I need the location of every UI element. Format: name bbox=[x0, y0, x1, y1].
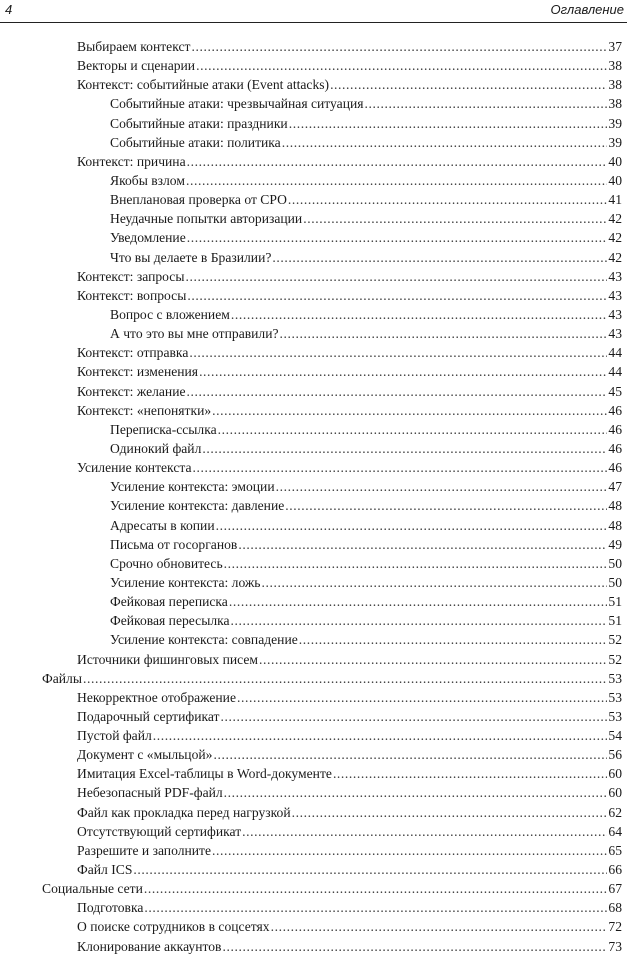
toc-entry-title: Фейковая пересылка bbox=[110, 613, 230, 629]
toc-entry-title: Контекст: «непонятки» bbox=[77, 402, 212, 418]
toc-entry-page: 67 bbox=[608, 881, 622, 897]
toc-entry[interactable] bbox=[0, 879, 627, 898]
toc-entry[interactable] bbox=[0, 94, 627, 113]
toc-dot-leader bbox=[285, 496, 607, 515]
toc-dot-leader bbox=[187, 152, 608, 171]
toc-dot-leader bbox=[365, 94, 608, 113]
toc-entry[interactable] bbox=[0, 860, 627, 879]
toc-entry-page: 53 bbox=[608, 689, 622, 705]
toc-dot-leader bbox=[212, 841, 607, 860]
toc-dot-leader bbox=[196, 56, 607, 75]
toc-entry-title: Документ с «мыльцой» bbox=[77, 747, 213, 763]
toc-entry-title: Якобы взлом bbox=[110, 172, 185, 188]
toc-entry-title: Переписка-ссылка bbox=[110, 421, 217, 437]
toc-dot-leader bbox=[242, 822, 607, 841]
toc-entry-title: О поиске сотрудников в соцсетях bbox=[77, 919, 270, 935]
toc-entry[interactable] bbox=[0, 228, 627, 247]
toc-entry[interactable] bbox=[0, 592, 627, 611]
toc-dot-leader bbox=[187, 382, 608, 401]
toc-entry-title: Источники фишинговых писем bbox=[77, 651, 258, 667]
toc-entry-page: 43 bbox=[608, 326, 622, 342]
toc-entry-page: 43 bbox=[608, 287, 622, 303]
toc-dot-leader bbox=[222, 937, 607, 956]
toc-dot-leader bbox=[189, 343, 607, 362]
toc-dot-leader bbox=[191, 37, 607, 56]
toc-entry-page: 39 bbox=[608, 134, 622, 150]
toc-entry[interactable] bbox=[0, 726, 627, 745]
header-title: Оглавление bbox=[550, 2, 624, 17]
toc-dot-leader bbox=[237, 688, 607, 707]
toc-dot-leader bbox=[187, 286, 607, 305]
toc-dot-leader bbox=[303, 209, 607, 228]
toc-entry-title: Событийные атаки: политика bbox=[110, 134, 281, 150]
toc-entry-title: Усиление контекста bbox=[77, 460, 192, 476]
toc-entry[interactable] bbox=[0, 248, 627, 267]
toc-dot-leader bbox=[144, 898, 607, 917]
toc-dot-leader bbox=[282, 133, 608, 152]
toc-entry-title: Файл ICS bbox=[77, 862, 133, 878]
toc-dot-leader bbox=[221, 707, 608, 726]
toc-dot-leader bbox=[229, 592, 608, 611]
toc-entry-page: 39 bbox=[608, 115, 622, 131]
toc-entry-title: Файл как прокладка перед нагрузкой bbox=[77, 804, 291, 820]
toc-entry[interactable] bbox=[0, 650, 627, 669]
toc-entry[interactable] bbox=[0, 324, 627, 343]
toc-dot-leader bbox=[212, 401, 607, 420]
toc-entry-title: Письма от госорганов bbox=[110, 536, 238, 552]
toc-entry-page: 40 bbox=[608, 172, 622, 188]
toc-entry-title: Контекст: событийные атаки (Event attacks) bbox=[77, 77, 330, 93]
toc-entry-title: Уведомление bbox=[110, 230, 186, 246]
toc-entry-page: 43 bbox=[608, 306, 622, 322]
toc-entry-title: Подготовка bbox=[77, 900, 144, 916]
toc-entry-title: Выбираем контекст bbox=[77, 39, 191, 54]
toc-entry[interactable] bbox=[0, 56, 627, 75]
toc-entry-page: 48 bbox=[608, 517, 622, 533]
toc-dot-leader bbox=[262, 573, 608, 592]
toc-entry[interactable] bbox=[0, 439, 627, 458]
toc-entry-page: 48 bbox=[608, 498, 622, 514]
toc-entry-title: Контекст: отправка bbox=[77, 345, 189, 361]
toc-entry[interactable] bbox=[0, 267, 627, 286]
toc-dot-leader bbox=[133, 860, 607, 879]
toc-dot-leader bbox=[330, 75, 607, 94]
toc-entry[interactable] bbox=[0, 286, 627, 305]
toc-entry[interactable] bbox=[0, 420, 627, 439]
toc-entry-title: Контекст: запросы bbox=[77, 268, 185, 284]
toc-dot-leader bbox=[289, 114, 608, 133]
toc-entry-page: 43 bbox=[608, 268, 622, 284]
toc-dot-leader bbox=[224, 783, 608, 802]
toc-entry-page: 42 bbox=[608, 230, 622, 246]
toc-entry-page: 50 bbox=[608, 555, 622, 571]
toc-entry-page: 38 bbox=[608, 77, 622, 93]
toc-dot-leader bbox=[238, 535, 607, 554]
toc-dot-leader bbox=[213, 745, 607, 764]
toc-entry-title: Срочно обновитесь bbox=[110, 555, 223, 571]
toc-dot-leader bbox=[231, 305, 608, 324]
toc-dot-leader bbox=[280, 324, 608, 343]
table-of-contents bbox=[0, 37, 627, 956]
toc-entry-page: 50 bbox=[608, 574, 622, 590]
toc-entry-page: 64 bbox=[608, 823, 622, 839]
toc-entry-title: Адресаты в копии bbox=[110, 517, 215, 533]
toc-entry-page: 42 bbox=[608, 249, 622, 265]
toc-entry-page: 52 bbox=[608, 651, 622, 667]
toc-entry[interactable] bbox=[0, 171, 627, 190]
toc-entry-page: 37 bbox=[608, 39, 622, 54]
toc-entry[interactable] bbox=[0, 516, 627, 535]
toc-entry[interactable] bbox=[0, 898, 627, 917]
toc-dot-leader bbox=[272, 248, 607, 267]
toc-entry[interactable] bbox=[0, 611, 627, 630]
toc-entry[interactable] bbox=[0, 75, 627, 94]
toc-entry[interactable] bbox=[0, 745, 627, 764]
toc-dot-leader bbox=[259, 650, 607, 669]
toc-entry-title: Контекст: желание bbox=[77, 383, 186, 399]
toc-entry[interactable] bbox=[0, 477, 627, 496]
toc-entry-title: Одинокий файл bbox=[110, 440, 202, 456]
toc-entry-page: 44 bbox=[608, 345, 622, 361]
toc-entry-title: Фейковая переписка bbox=[110, 594, 228, 610]
toc-entry-page: 46 bbox=[608, 440, 622, 456]
toc-dot-leader bbox=[199, 362, 607, 381]
toc-dot-leader bbox=[186, 171, 607, 190]
toc-entry-title: А что это вы мне отправили? bbox=[110, 326, 279, 342]
toc-entry[interactable] bbox=[0, 305, 627, 324]
toc-entry-title: Контекст: изменения bbox=[77, 364, 199, 380]
toc-entry-title: Неудачные попытки авторизации bbox=[110, 211, 303, 227]
toc-entry-title: Усиление контекста: эмоции bbox=[110, 479, 275, 495]
toc-entry-title: Небезопасный PDF-файл bbox=[77, 785, 223, 801]
toc-entry[interactable] bbox=[0, 803, 627, 822]
toc-entry-page: 47 bbox=[608, 479, 622, 495]
toc-entry-title: Усиление контекста: давление bbox=[110, 498, 285, 514]
toc-entry-title: Подарочный сертификат bbox=[77, 708, 220, 724]
toc-dot-leader bbox=[216, 516, 608, 535]
toc-entry[interactable] bbox=[0, 783, 627, 802]
toc-dot-leader bbox=[83, 669, 607, 688]
toc-dot-leader bbox=[271, 917, 608, 936]
toc-entry[interactable] bbox=[0, 496, 627, 515]
toc-dot-leader bbox=[299, 630, 608, 649]
toc-entry-page: 62 bbox=[608, 804, 622, 820]
toc-entry-page: 68 bbox=[608, 900, 622, 916]
toc-entry-page: 52 bbox=[608, 632, 622, 648]
toc-entry[interactable] bbox=[0, 937, 627, 956]
toc-entry-page: 42 bbox=[608, 211, 622, 227]
toc-entry-page: 73 bbox=[608, 938, 622, 954]
toc-entry-title: Усиление контекста: совпадение bbox=[110, 632, 298, 648]
page-number: 4 bbox=[5, 2, 13, 17]
toc-dot-leader bbox=[276, 477, 608, 496]
toc-entry[interactable] bbox=[0, 669, 627, 688]
toc-entry-page: 51 bbox=[608, 594, 622, 610]
toc-entry-title: Контекст: причина bbox=[77, 153, 186, 169]
toc-entry[interactable] bbox=[0, 841, 627, 860]
toc-entry-page: 45 bbox=[608, 383, 622, 399]
toc-entry-page: 53 bbox=[608, 670, 622, 686]
toc-entry[interactable] bbox=[0, 114, 627, 133]
toc-entry[interactable] bbox=[0, 822, 627, 841]
toc-dot-leader bbox=[193, 458, 608, 477]
toc-entry-title: Усиление контекста: ложь bbox=[110, 574, 261, 590]
toc-dot-leader bbox=[153, 726, 608, 745]
running-header bbox=[0, 0, 627, 23]
toc-dot-leader bbox=[292, 803, 608, 822]
toc-entry[interactable] bbox=[0, 917, 627, 936]
toc-entry-page: 40 bbox=[608, 153, 622, 169]
toc-entry-page: 46 bbox=[608, 460, 622, 476]
toc-entry[interactable] bbox=[0, 401, 627, 420]
toc-dot-leader bbox=[144, 879, 608, 898]
toc-entry-page: 60 bbox=[608, 785, 622, 801]
toc-entry-page: 46 bbox=[608, 421, 622, 437]
toc-entry-title: Некорректное отображение bbox=[77, 689, 236, 705]
toc-entry[interactable] bbox=[0, 573, 627, 592]
toc-entry-page: 38 bbox=[608, 96, 622, 112]
toc-entry[interactable] bbox=[0, 382, 627, 401]
toc-entry[interactable] bbox=[0, 190, 627, 209]
toc-entry-page: 65 bbox=[608, 842, 622, 858]
toc-dot-leader bbox=[333, 764, 607, 783]
toc-entry-page: 66 bbox=[608, 862, 622, 878]
toc-entry[interactable] bbox=[0, 535, 627, 554]
toc-entry-page: 72 bbox=[608, 919, 622, 935]
toc-entry-title: Файлы bbox=[42, 670, 82, 686]
toc-dot-leader bbox=[224, 554, 608, 573]
toc-entry[interactable] bbox=[0, 362, 627, 381]
toc-entry-title: Пустой файл bbox=[77, 728, 152, 744]
toc-entry-page: 49 bbox=[608, 536, 622, 552]
toc-entry[interactable] bbox=[0, 707, 627, 726]
toc-dot-leader bbox=[202, 439, 607, 458]
toc-entry-page: 54 bbox=[608, 728, 622, 744]
toc-entry-page: 51 bbox=[608, 613, 622, 629]
toc-entry-page: 60 bbox=[608, 766, 622, 782]
toc-entry-title: Событийные атаки: чрезвычайная ситуация bbox=[110, 96, 364, 112]
toc-entry[interactable] bbox=[0, 209, 627, 228]
toc-entry[interactable] bbox=[0, 133, 627, 152]
toc-dot-leader bbox=[288, 190, 608, 209]
toc-entry-title: Отсутствующий сертификат bbox=[77, 823, 242, 839]
toc-entry-title: Клонирование аккаунтов bbox=[77, 938, 222, 954]
toc-entry-title: Имитация Excel-таблицы в Word-документе bbox=[77, 766, 332, 782]
toc-entry-title: Событийные атаки: праздники bbox=[110, 115, 288, 131]
toc-entry[interactable] bbox=[0, 630, 627, 649]
toc-entry[interactable] bbox=[0, 764, 627, 783]
toc-entry[interactable] bbox=[0, 152, 627, 171]
toc-entry-title: Векторы и сценарии bbox=[77, 58, 196, 74]
toc-entry-title: Что вы делаете в Бразилии? bbox=[110, 249, 272, 265]
toc-dot-leader bbox=[218, 420, 608, 439]
toc-dot-leader bbox=[187, 228, 608, 247]
toc-entry[interactable] bbox=[0, 554, 627, 573]
toc-dot-leader bbox=[231, 611, 608, 630]
toc-entry-page: 53 bbox=[608, 708, 622, 724]
toc-entry-page: 56 bbox=[608, 747, 622, 763]
toc-entry-page: 41 bbox=[608, 192, 622, 208]
toc-entry[interactable] bbox=[0, 37, 627, 56]
toc-entry[interactable] bbox=[0, 458, 627, 477]
toc-entry-page: 38 bbox=[608, 58, 622, 74]
toc-entry[interactable] bbox=[0, 343, 627, 362]
toc-dot-leader bbox=[185, 267, 607, 286]
toc-entry-title: Вопрос с вложением bbox=[110, 306, 230, 322]
toc-entry-title: Разрешите и заполните bbox=[77, 842, 212, 858]
toc-entry[interactable] bbox=[0, 688, 627, 707]
toc-entry-title: Контекст: вопросы bbox=[77, 287, 187, 303]
toc-entry-page: 46 bbox=[608, 402, 622, 418]
toc-entry-title: Социальные сети bbox=[42, 881, 143, 897]
toc-entry-page: 44 bbox=[608, 364, 622, 380]
toc-entry-title: Внеплановая проверка от СРО bbox=[110, 192, 287, 208]
